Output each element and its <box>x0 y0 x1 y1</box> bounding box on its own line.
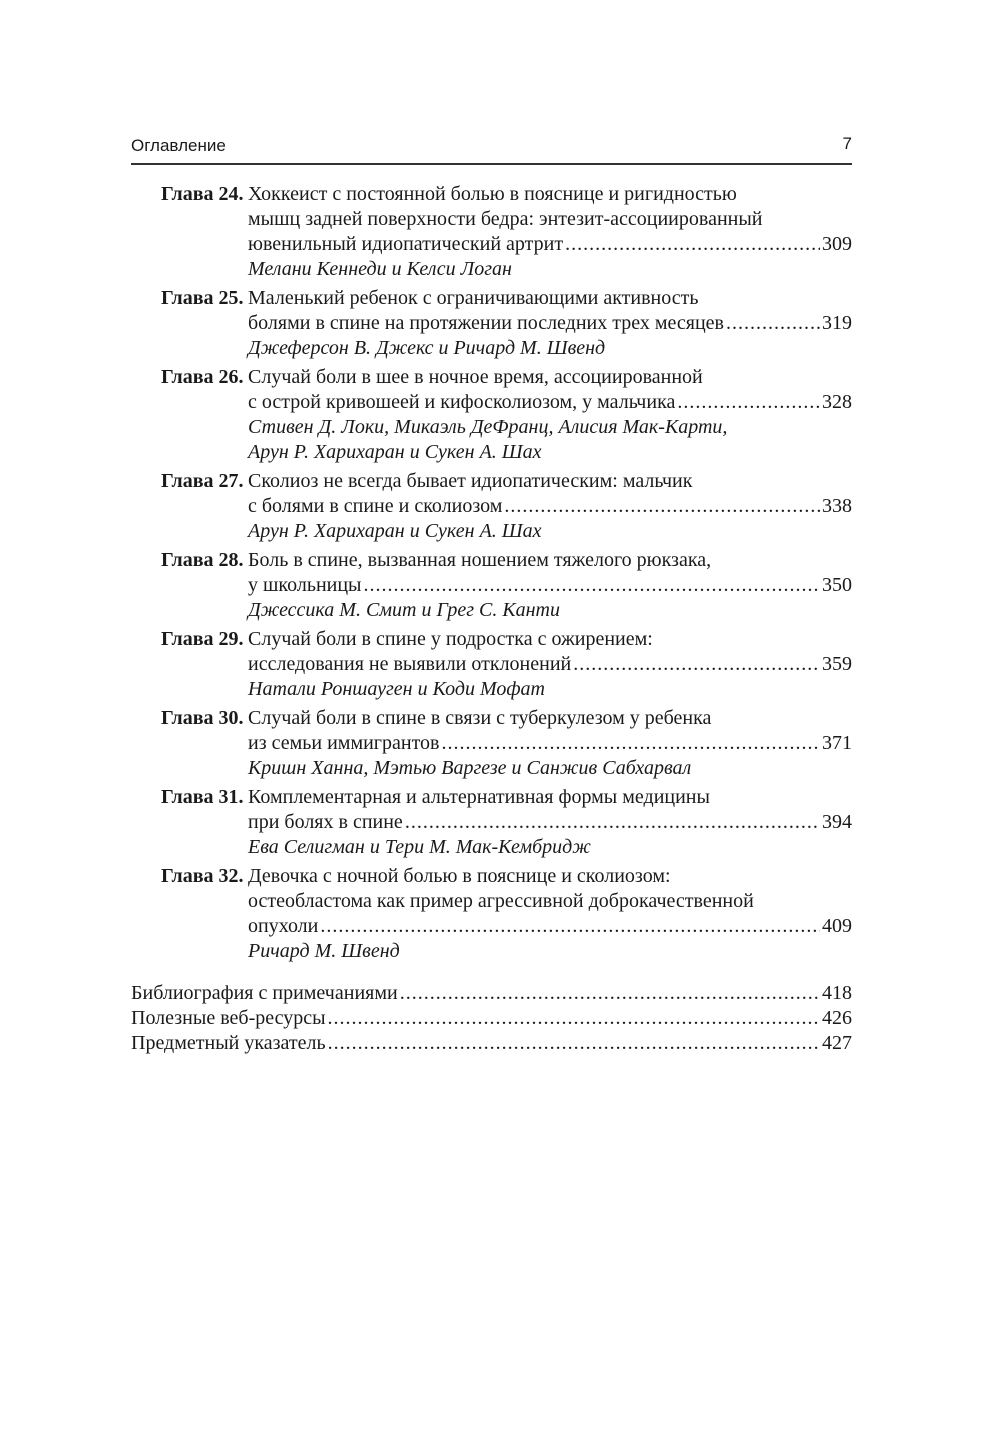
chapter-title-line: ювенильный идиопатический артрит <box>248 233 564 255</box>
toc-chapter-entry[interactable] <box>131 365 852 465</box>
chapter-authors: Мелани Кеннеди и Келси Логан <box>248 258 512 280</box>
backmatter-page-number[interactable]: 426 <box>822 1007 852 1029</box>
chapter-body <box>248 548 852 623</box>
chapter-body <box>248 469 852 544</box>
backmatter-entry[interactable] <box>131 1031 852 1056</box>
chapter-body <box>248 785 852 860</box>
running-header-title: Оглавление <box>131 136 226 155</box>
chapter-body <box>248 286 852 361</box>
chapter-title-line: Случай боли в спине в связи с туберкулезом у ребенка <box>248 707 712 729</box>
chapter-body <box>248 706 852 781</box>
chapter-title-line: остеобластома как пример агрессивной доброкачественной <box>248 890 754 912</box>
chapter-title-last-line <box>248 573 852 598</box>
toc-chapter-entry[interactable] <box>131 182 852 282</box>
dot-leader <box>504 494 820 519</box>
chapter-authors: Натали Роншауген и Коди Мофат <box>248 678 545 700</box>
chapter-body <box>248 864 852 964</box>
chapter-body <box>248 365 852 465</box>
chapter-title-line: Случай боли в спине у подростка с ожирением: <box>248 628 653 650</box>
chapter-title-line: из семьи иммигрантов <box>248 732 440 754</box>
dot-leader <box>400 981 820 1006</box>
backmatter-title: Полезные веб-ресурсы <box>131 1007 326 1029</box>
chapter-label: Глава 31. <box>161 786 244 808</box>
toc-chapter-entry[interactable] <box>131 469 852 544</box>
chapter-label: Глава 30. <box>161 707 244 729</box>
backmatter-title: Библиография с примечаниями <box>131 982 398 1004</box>
chapter-authors: Кришн Ханна, Мэтью Варгезе и Санжив Сабхарвал <box>248 757 692 779</box>
chapter-title-last-line <box>248 652 852 677</box>
dot-leader <box>328 1031 820 1056</box>
page-number: 7 <box>842 134 852 153</box>
chapter-title-line: Боль в спине, вызванная ношением тяжелого рюкзака, <box>248 549 712 571</box>
chapter-authors: Ева Селигман и Тери М. Мак-Кембридж <box>248 836 591 858</box>
dot-leader <box>565 232 820 257</box>
chapter-label: Глава 27. <box>161 470 244 492</box>
chapter-title-line: у школьницы <box>248 574 362 596</box>
chapter-title-line: Хоккеист с постоянной болью в пояснице и ригидностью <box>248 183 737 205</box>
chapter-title-line: Сколиоз не всегда бывает идиопатическим: мальчик <box>248 470 693 492</box>
chapter-page-number[interactable]: 394 <box>822 811 852 833</box>
chapter-title-line: с острой кривошеей и кифосколиозом, у мальчика <box>248 391 676 413</box>
chapter-body <box>248 627 852 702</box>
chapter-page-number[interactable]: 409 <box>822 915 852 937</box>
chapter-page-number[interactable]: 371 <box>822 732 852 754</box>
chapter-label: Глава 29. <box>161 628 244 650</box>
backmatter-title: Предметный указатель <box>131 1032 326 1054</box>
chapter-title-last-line <box>248 810 852 835</box>
backmatter-entry[interactable] <box>131 1006 852 1031</box>
chapter-title-line: мышц задней поверхности бедра: энтезит-ассоциированный <box>248 208 763 230</box>
chapter-label: Глава 28. <box>161 549 244 571</box>
toc-chapter-entry[interactable] <box>131 627 852 702</box>
dot-leader <box>328 1006 820 1031</box>
chapter-title-last-line <box>248 232 852 257</box>
chapter-authors: Джеферсон В. Джекс и Ричард М. Швенд <box>248 337 606 359</box>
chapter-title-line: Комплементарная и альтернативная формы медицины <box>248 786 710 808</box>
chapter-title-line: исследования не выявили отклонений <box>248 653 572 675</box>
dot-leader <box>364 573 821 598</box>
chapter-title-line: опухоли <box>248 915 319 937</box>
dot-leader <box>320 914 820 939</box>
chapter-authors: Джессика М. Смит и Грег С. Канти <box>248 599 560 621</box>
toc-chapter-entry[interactable] <box>131 864 852 964</box>
dot-leader <box>442 731 820 756</box>
chapter-authors: Стивен Д. Локи, Микаэль ДеФранц, Алисия Мак-Карти, <box>248 416 728 438</box>
backmatter-entry[interactable] <box>131 981 852 1006</box>
chapter-label: Глава 26. <box>161 366 244 388</box>
chapter-title-line: Девочка с ночной болью в пояснице и сколиозом: <box>248 865 671 887</box>
chapter-label: Глава 25. <box>161 287 244 309</box>
chapter-title-line: Маленький ребенок с ограничивающими активность <box>248 287 699 309</box>
chapter-authors: Арун Р. Харихаран и Сукен А. Шах <box>248 441 542 463</box>
backmatter-list <box>131 981 852 1056</box>
chapter-page-number[interactable]: 359 <box>822 653 852 675</box>
backmatter-page-number[interactable]: 427 <box>822 1032 852 1054</box>
toc-chapter-entry[interactable] <box>131 706 852 781</box>
chapter-label: Глава 24. <box>161 183 244 205</box>
chapter-page-number[interactable]: 338 <box>822 495 852 517</box>
chapter-page-number[interactable]: 328 <box>822 391 852 413</box>
chapter-page-number[interactable]: 350 <box>822 574 852 596</box>
chapter-title-last-line <box>248 494 852 519</box>
dot-leader <box>573 652 820 677</box>
chapter-title-line: с болями в спине и сколиозом <box>248 495 503 517</box>
chapter-title-last-line <box>248 390 852 415</box>
table-of-contents <box>131 182 852 968</box>
chapter-body <box>248 182 852 282</box>
chapter-title-last-line <box>248 731 852 756</box>
backmatter-page-number[interactable]: 418 <box>822 982 852 1004</box>
dot-leader <box>726 311 820 336</box>
chapter-authors: Ричард М. Швенд <box>248 940 400 962</box>
chapter-title-last-line <box>248 311 852 336</box>
chapter-title-line: Случай боли в шее в ночное время, ассоциированной <box>248 366 703 388</box>
toc-chapter-entry[interactable] <box>131 548 852 623</box>
toc-chapter-entry[interactable] <box>131 286 852 361</box>
chapter-authors: Арун Р. Харихаран и Сукен А. Шах <box>248 520 542 542</box>
running-header <box>131 133 852 165</box>
chapter-title-line: при болях в спине <box>248 811 403 833</box>
chapter-page-number[interactable]: 309 <box>822 233 852 255</box>
dot-leader <box>677 390 820 415</box>
dot-leader <box>405 810 820 835</box>
chapter-title-line: болями в спине на протяжении последних трех месяцев <box>248 312 724 334</box>
chapter-label: Глава 32. <box>161 865 244 887</box>
toc-chapter-entry[interactable] <box>131 785 852 860</box>
chapter-page-number[interactable]: 319 <box>822 312 852 334</box>
chapter-title-last-line <box>248 914 852 939</box>
